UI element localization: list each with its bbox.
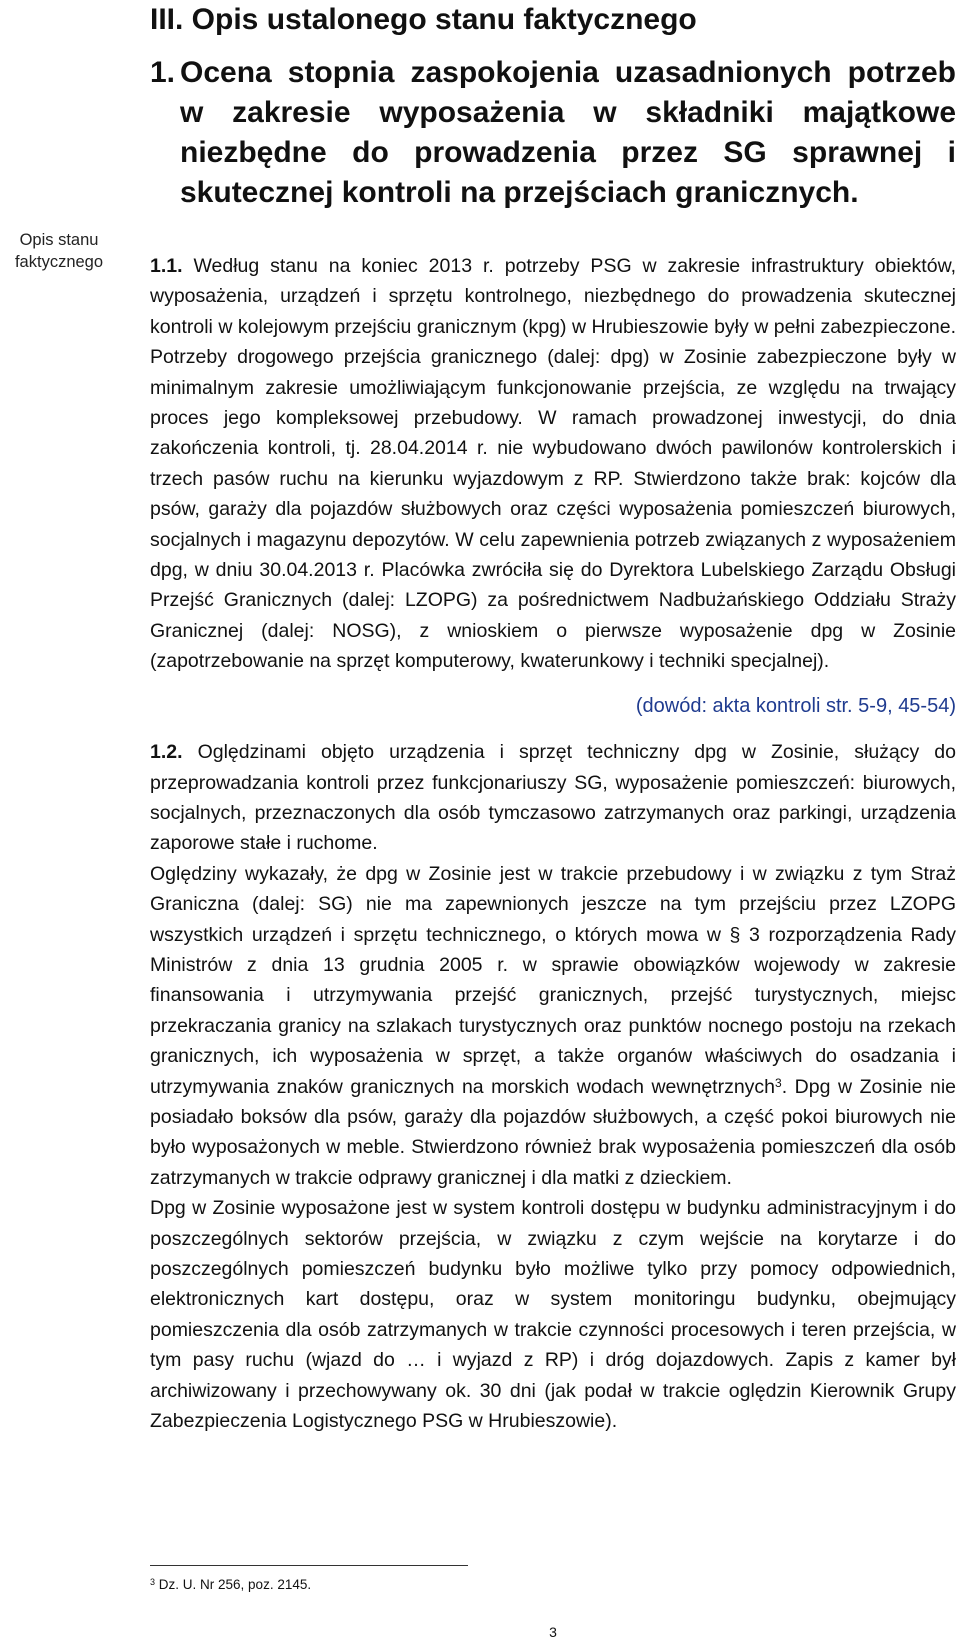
footnote	[150, 1577, 311, 1593]
page-number: 3	[549, 1624, 557, 1640]
paragraph-access-control: Dpg w Zosinie wyposażone jest w system kontroli dostępu w budynku administracyjnym i do poszczególnych sektorów przejścia, w związku z czym wejście na korytarze i do poszczególnych pomieszczeń budynku było możliwe tylko przy pomocy odpowiednich, elektronicznych kart dostępu, oraz w system monitoringu budynku, obejmujący pomieszczenia dla osób zatrzymanych w trakcie czynności procesowych i teren przejścia, w tym pasy ruchu (wjazd do … i wyjazd z RP) i dróg dojazdowych. Zapis z kamer był archiwizowany i przechowywany ok. 30 dni (jak podał w trakcie oględzin Kierownik Grupy Zabezpieczenia Logistycznego PSG w Hrubieszowie).	[150, 1197, 956, 1433]
paragraph-1-1	[150, 251, 956, 677]
evidence-reference: (dowód: akta kontroli str. 5-9, 45-54)	[635, 694, 956, 717]
subsection-title: Ocena stopnia zaspokojenia uzasadnionych potrzeb w zakresie wyposażenia w składniki majątkowe niezbędne do prowadzenia przez SG sprawnej i skutecznej kontroli na przejściach granicznych.	[180, 56, 956, 209]
paragraph-text-1-1: Według stanu na koniec 2013 r. potrzeby PSG w zakresie infrastruktury obiektów, wyposażenia, urządzeń i sprzętu kontrolnego, niezbędnego do prowadzenia skutecznej kontroli w kolejowym przejściu granicznym (kpg) w Hrubieszowie były w pełni zabezpieczone. Potrzeby drogowego przejścia granicznego (dalej: dpg) w Zosinie zabezpieczone były w minimalnym zakresie umożliwiającym funkcjonowanie przejścia, ze względu na trwający proces jego kompleksowej przebudowy. W ramach prowadzonej inwestycji, do dnia zakończenia kontroli, tj. 28.04.2014 r. nie wybudowano dwóch pawilonów kontrolerskich i trzech pasów ruchu na kierunku wyjazdowym z RP. Stwierdzono także brak: kojców dla psów, garaży dla pojazdów służbowych oraz części wyposażenia pomieszczeń biurowych, socjalnych i magazynu depozytów. W celu zapewnienia potrzeb związanych z wyposażeniem dpg, w dniu 30.04.2013 r. Placówka zwróciła się do Dyrektora Lubelskiego Zarządu Obsługi Przejść Granicznych (dalej: LZOPG) za pośrednictwem Nadbużańskiego Oddziału Straży Granicznej (dalej: NOSG), z wnioskiem o pierwsze wyposażenie dpg w Zosinie (zapotrzebowanie na sprzęt komputerowy, kwaterunkowy i techniki specjalnej).	[150, 255, 956, 673]
subsection-number: 1.	[150, 56, 176, 89]
paragraph-1-2	[150, 737, 956, 859]
margin-note-line-2: faktycznego	[14, 253, 104, 271]
paragraph-inspection-text: Oględziny wykazały, że dpg w Zosinie jest w trakcie przebudowy i w związku z tym Straż Graniczna (dalej: SG) nie ma zapewnionych jeszcze na tym przejściu przez LZOPG wszystkich urządzeń i sprzętu technicznego, o których mowa w § 3 rozporządzenia Rady Ministrów z dnia 13 grudnia 2005 r. w sprawie obowiązków wojewody w zakresie finansowania i utrzymywania przejść granicznych, przejść turystycznych, miejsc przekraczania granicy na szlakach turystycznych oraz punktów nocnego postoju na rzekach granicznych, ich wyposażenia w sprzęt, a także organów właściwych do osadzania i utrzymywania znaków granicznych na morskich wodach wewnętrznych	[150, 862, 956, 1098]
footnote-reference: 3	[775, 1075, 782, 1090]
footnote-text: Dz. U. Nr 256, poz. 2145.	[158, 1577, 312, 1592]
paragraph-inspection-tail: . Dpg w Zosinie nie posiadało boksów dla psów, garaży dla pojazdów służbowych, a część pokoi biurowych nie było wyposażonych w meble. Stwierdzono również brak wyposażenia pomieszczeń dla osób zatrzymanych w trakcie odprawy granicznej i dla matki z dzieckiem.	[150, 1075, 957, 1189]
footnote-mark: 3	[150, 1577, 156, 1587]
body-text	[150, 251, 956, 1436]
margin-note-line-1: Opis stanu	[19, 231, 99, 249]
section-title: III. Opis ustalonego stanu faktycznego	[150, 3, 697, 36]
footnote-separator	[150, 1565, 468, 1566]
margin-note	[0, 229, 118, 273]
paragraph-number-1-2: 1.2.	[150, 741, 183, 764]
paragraph-text-1-2: Oględzinami objęto urządzenia i sprzęt techniczny dpg w Zosinie, służący do przeprowadzania kontroli przez funkcjonariuszy SG, wyposażenie pomieszczeń: biurowych, socjalnych, przeznaczonych dla osób tymczasowo zatrzymanych oraz parkingi, urządzenia zaporowe stałe i ruchome.	[150, 741, 957, 855]
subsection-heading	[150, 53, 956, 213]
paragraph-inspection-findings	[150, 859, 956, 1193]
paragraph-number-1-1: 1.1.	[150, 255, 183, 277]
